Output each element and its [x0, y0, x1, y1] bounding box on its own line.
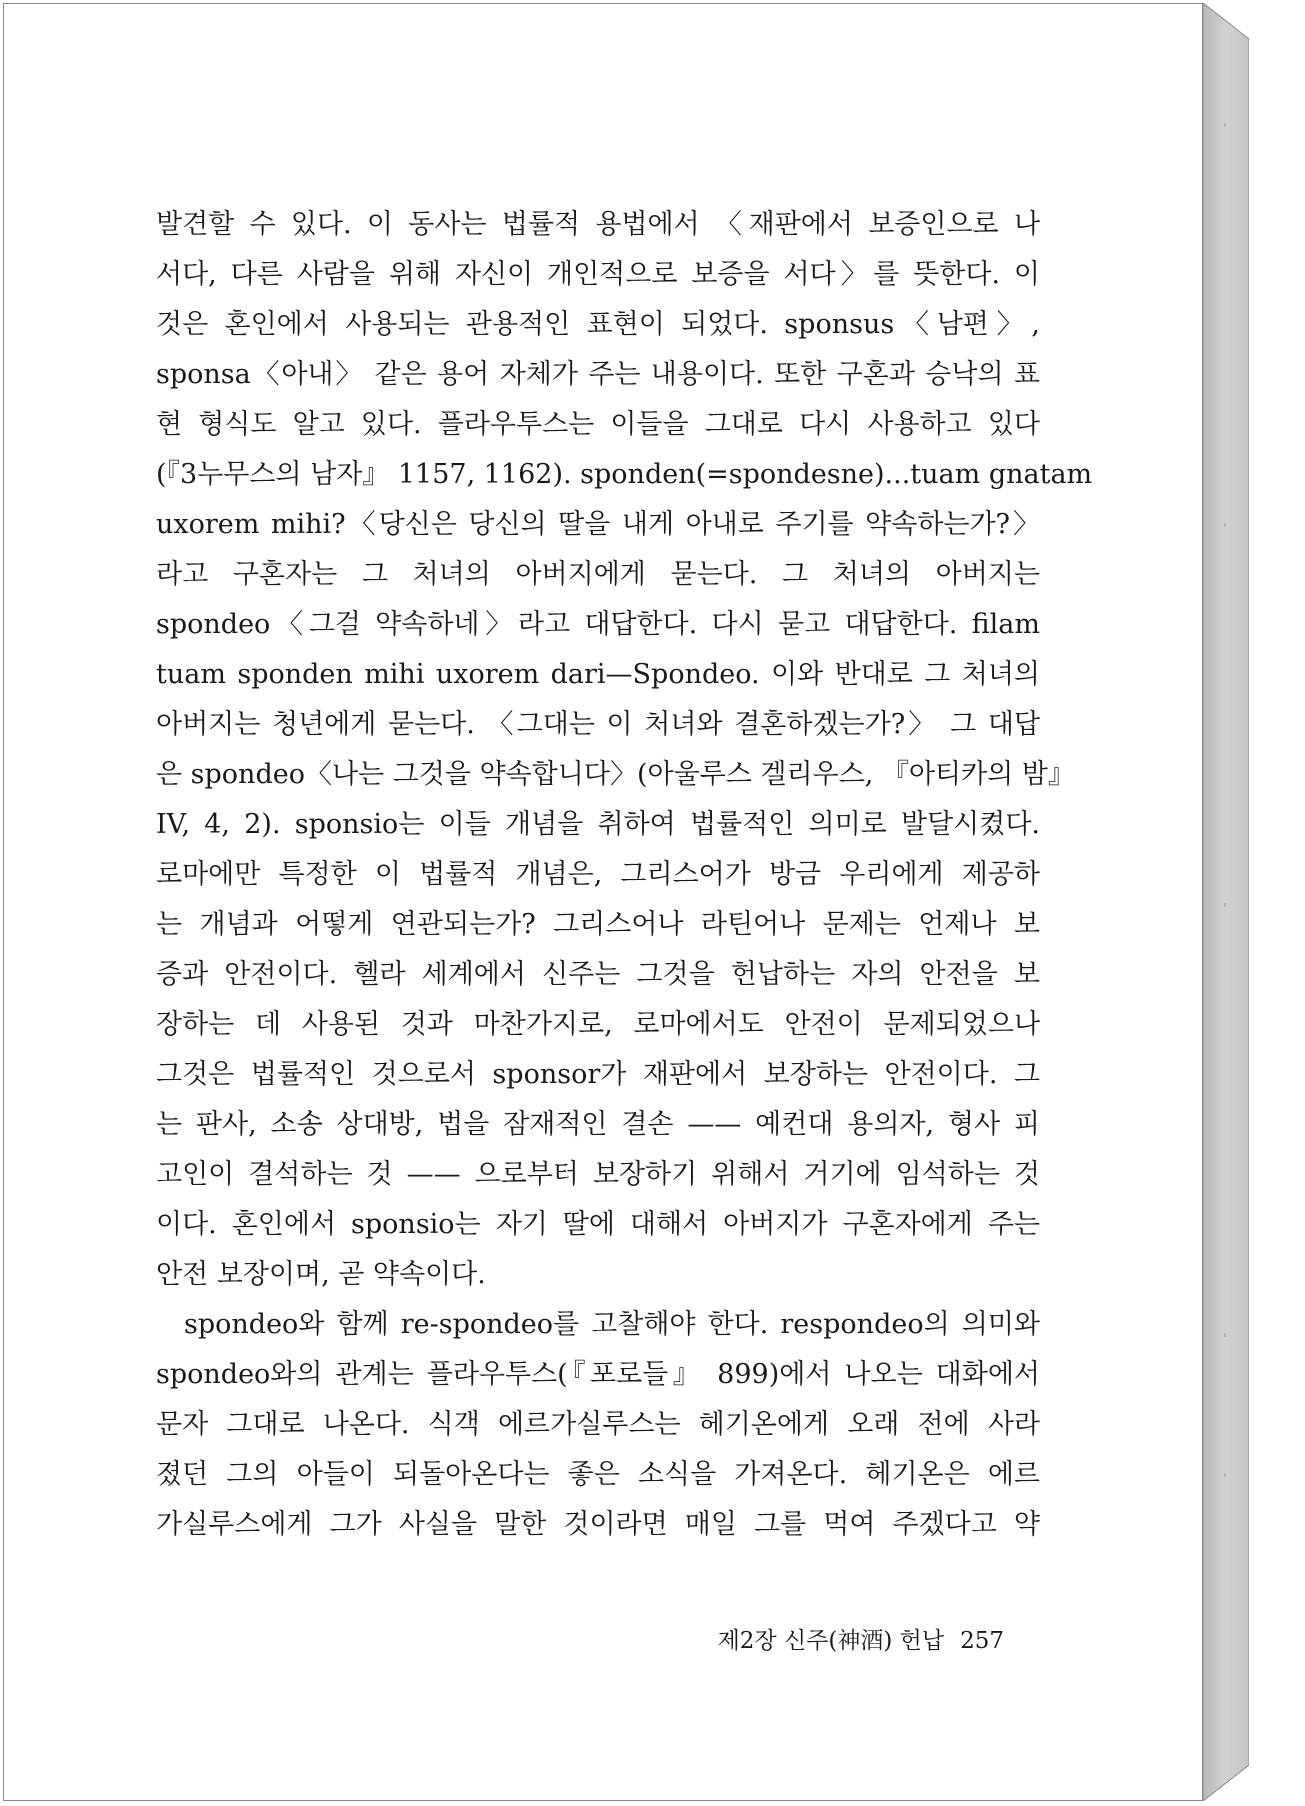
- page-number: 257: [960, 1628, 1004, 1654]
- text-line: 졌던 그의 아들이 되돌아온다는 좋은 소식을 가져온다. 헤기온은 에르: [156, 1459, 1040, 1490]
- page-footer: [704, 1622, 1004, 1655]
- text-line: 현 형식도 알고 있다. 플라우투스는 이들을 그대로 다시 사용하고 있다: [156, 409, 1040, 440]
- text-line: 라고 구혼자는 그 처녀의 아버지에게 묻는다. 그 처녀의 아버지는: [156, 559, 1040, 590]
- text-line: 이다. 혼인에서 sponsio는 자기 딸에 대해서 아버지가 구혼자에게 주는: [156, 1209, 1040, 1240]
- text-line: 것은 혼인에서 사용되는 관용적인 표현이 되었다. sponsus〈남편〉,: [156, 309, 1040, 340]
- text-line: tuam sponden mihi uxorem dari—Spondeo. 이와 반대로 그 처녀의: [156, 659, 1040, 690]
- text-line: spondeo〈그걸 약속하네〉라고 대답한다. 다시 묻고 대답한다. filam: [156, 609, 1040, 640]
- page-stack-edge: [1203, 3, 1249, 1801]
- text-line: spondeo와 함께 re-spondeo를 고찰해야 한다. respondeo의 의미와: [184, 1309, 1040, 1340]
- text-line: 발견할 수 있다. 이 동사는 법률적 용법에서 〈재판에서 보증인으로 나: [156, 209, 1040, 240]
- page-stack-shadow: [1203, 3, 1249, 1801]
- text-line: 는 판사, 소송 상대방, 법을 잠재적인 결손 —— 예컨대 용의자, 형사 피: [156, 1109, 1040, 1140]
- text-line: spondeo와의 관계는 플라우투스(『포로들』 899)에서 나오는 대화에서: [156, 1359, 1040, 1390]
- text-line: 는 개념과 어떻게 연관되는가? 그리스어나 라틴어나 문제는 언제나 보: [156, 909, 1040, 940]
- text-line: 증과 안전이다. 헬라 세계에서 신주는 그것을 헌납하는 자의 안전을 보: [156, 959, 1040, 990]
- text-line: 안전 보장이며, 곧 약속이다.: [156, 1259, 486, 1290]
- text-line: 문자 그대로 나온다. 식객 에르가실루스는 헤기온에게 오래 전에 사라: [156, 1409, 1040, 1440]
- text-line: 아버지는 청년에게 묻는다. 〈그대는 이 처녀와 결혼하겠는가?〉 그 대답: [156, 709, 1040, 740]
- text-line: 장하는 데 사용된 것과 마찬가지로, 로마에서도 안전이 문제되었으나: [156, 1009, 1040, 1040]
- text-line: 그것은 법률적인 것으로서 sponsor가 재판에서 보장하는 안전이다. 그: [156, 1059, 1040, 1090]
- book-page: [3, 3, 1203, 1801]
- text-line: 로마에만 특정한 이 법률적 개념은, 그리스어가 방금 우리에게 제공하: [156, 859, 1040, 890]
- text-line: (『3누무스의 남자』 1157, 1162). sponden(=spondesne)...tuam gnatam: [156, 459, 1093, 490]
- text-line: sponsa〈아내〉 같은 용어 자체가 주는 내용이다. 또한 구혼과 승낙의 표: [156, 359, 1040, 390]
- text-line: 가실루스에게 그가 사실을 말한 것이라면 매일 그를 먹여 주겠다고 약: [156, 1509, 1040, 1540]
- text-line: 은 spondeo〈나는 그것을 약속합니다〉(아울루스 겔리우스, 『아티카의 밤』: [156, 759, 1075, 790]
- text-line: 서다, 다른 사람을 위해 자신이 개인적으로 보증을 서다〉를 뜻한다. 이: [156, 259, 1040, 290]
- running-footer-chapter: 제2장 신주(神酒) 헌납: [717, 1628, 945, 1654]
- text-line: 고인이 결석하는 것 —— 으로부터 보장하기 위해서 거기에 임석하는 것: [156, 1159, 1040, 1190]
- text-line: IV, 4, 2). sponsio는 이들 개념을 취하여 법률적인 의미로 발달시켰다.: [156, 809, 1040, 840]
- body-text: [156, 200, 1093, 1550]
- text-line: uxorem mihi?〈당신은 당신의 딸을 내게 아내로 주기를 약속하는가?〉: [156, 509, 1040, 540]
